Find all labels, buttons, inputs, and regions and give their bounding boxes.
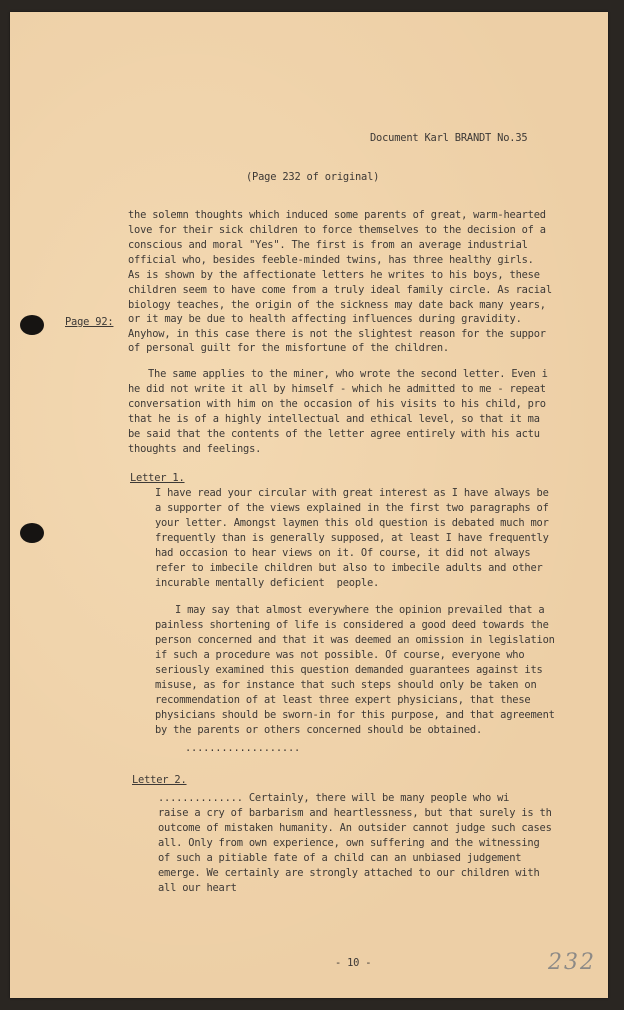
text-line: incurable mentally deficient people. [155,577,380,589]
margin-note: Page 92: [65,316,114,328]
punch-hole-top [20,315,44,335]
text-line: of such a pitiable fate of a child can an unbiased judgement [158,852,522,864]
text-line: physicians should be sworn-in for this purpose, and that agreement [155,709,555,721]
text-line: I may say that almost everywhere the opinion prevailed that a [175,604,545,616]
text-line: a supporter of the views explained in the first two paragraphs of [155,502,549,514]
text-line: or it may be due to health affecting influences during gravidity. [128,313,522,325]
text-line: Anyhow, in this case there is not the slightest reason for the suppor [128,328,546,340]
text-line: .............. Certainly, there will be many people who wi [158,792,510,804]
page-reference: (Page 232 of original) [246,171,380,183]
text-line: love for their sick children to force themselves to the decision of a [128,224,546,236]
text-line: The same applies to the miner, who wrote the second letter. Even i [148,368,548,380]
text-line: misuse, as for instance that such steps should only be taken on [155,679,537,691]
text-line: of personal guilt for the misfortune of the children. [128,342,449,354]
text-line: if such a procedure was not possible. Of course, everyone who [155,649,525,661]
text-line: your letter. Amongst laymen this old question is debated much mor [155,517,549,529]
text-line: all our heart [158,882,237,894]
handwritten-page-number: 232 [548,950,596,975]
text-line: recommendation of at least three expert physicians, that these [155,694,531,706]
text-line: the solemn thoughts which induced some parents of great, warm-hearted [128,209,546,221]
punch-hole-bottom [20,523,44,543]
text-line: seriously examined this question demanded guarantees against its [155,664,543,676]
document-label: Document Karl BRANDT No.35 [370,132,528,144]
text-line: biology teaches, the origin of the sickness may date back many years, [128,299,546,311]
letter-2-heading: Letter 2. [132,774,187,786]
text-line: I have read your circular with great interest as I have always be [155,487,549,499]
text-line: had occasion to hear views on it. Of course, it did not always [155,547,531,559]
text-line: by the parents or others concerned should be obtained. [155,724,483,736]
text-line: he did not write it all by himself - which he admitted to me - repeat [128,383,546,395]
document-page [10,12,608,998]
text-line: raise a cry of barbarism and heartlessness, but that surely is th [158,807,552,819]
text-line: emerge. We certainly are strongly attached to our children with [158,867,540,879]
text-line: refer to imbecile children but also to imbecile adults and other [155,562,543,574]
page-number: - 10 - [335,957,372,969]
text-line: As is shown by the affectionate letters he writes to his boys, these [128,269,540,281]
text-line: be said that the contents of the letter agree entirely with his actu [128,428,540,440]
ellipsis-line: ................... [185,742,301,754]
text-line: children seem to have come from a truly ideal family circle. As racial [128,284,552,296]
text-line: frequently than is generally supposed, at least I have frequently [155,532,549,544]
letter-1-heading: Letter 1. [130,472,185,484]
text-line: painless shortening of life is considered a good deed towards the [155,619,549,631]
text-line: thoughts and feelings. [128,443,262,455]
text-line: all. Only from own experience, own suffering and the witnessing [158,837,540,849]
text-line: outcome of mistaken humanity. An outsider cannot judge such cases [158,822,552,834]
text-line: conscious and moral "Yes". The first is from an average industrial [128,239,528,251]
text-line: official who, besides feeble-minded twins, has three healthy girls. [128,254,534,266]
text-line: that he is of a highly intellectual and ethical level, so that it ma [128,413,540,425]
text-line: conversation with him on the occasion of his visits to his child, pro [128,398,546,410]
text-line: person concerned and that it was deemed an omission in legislation [155,634,555,646]
